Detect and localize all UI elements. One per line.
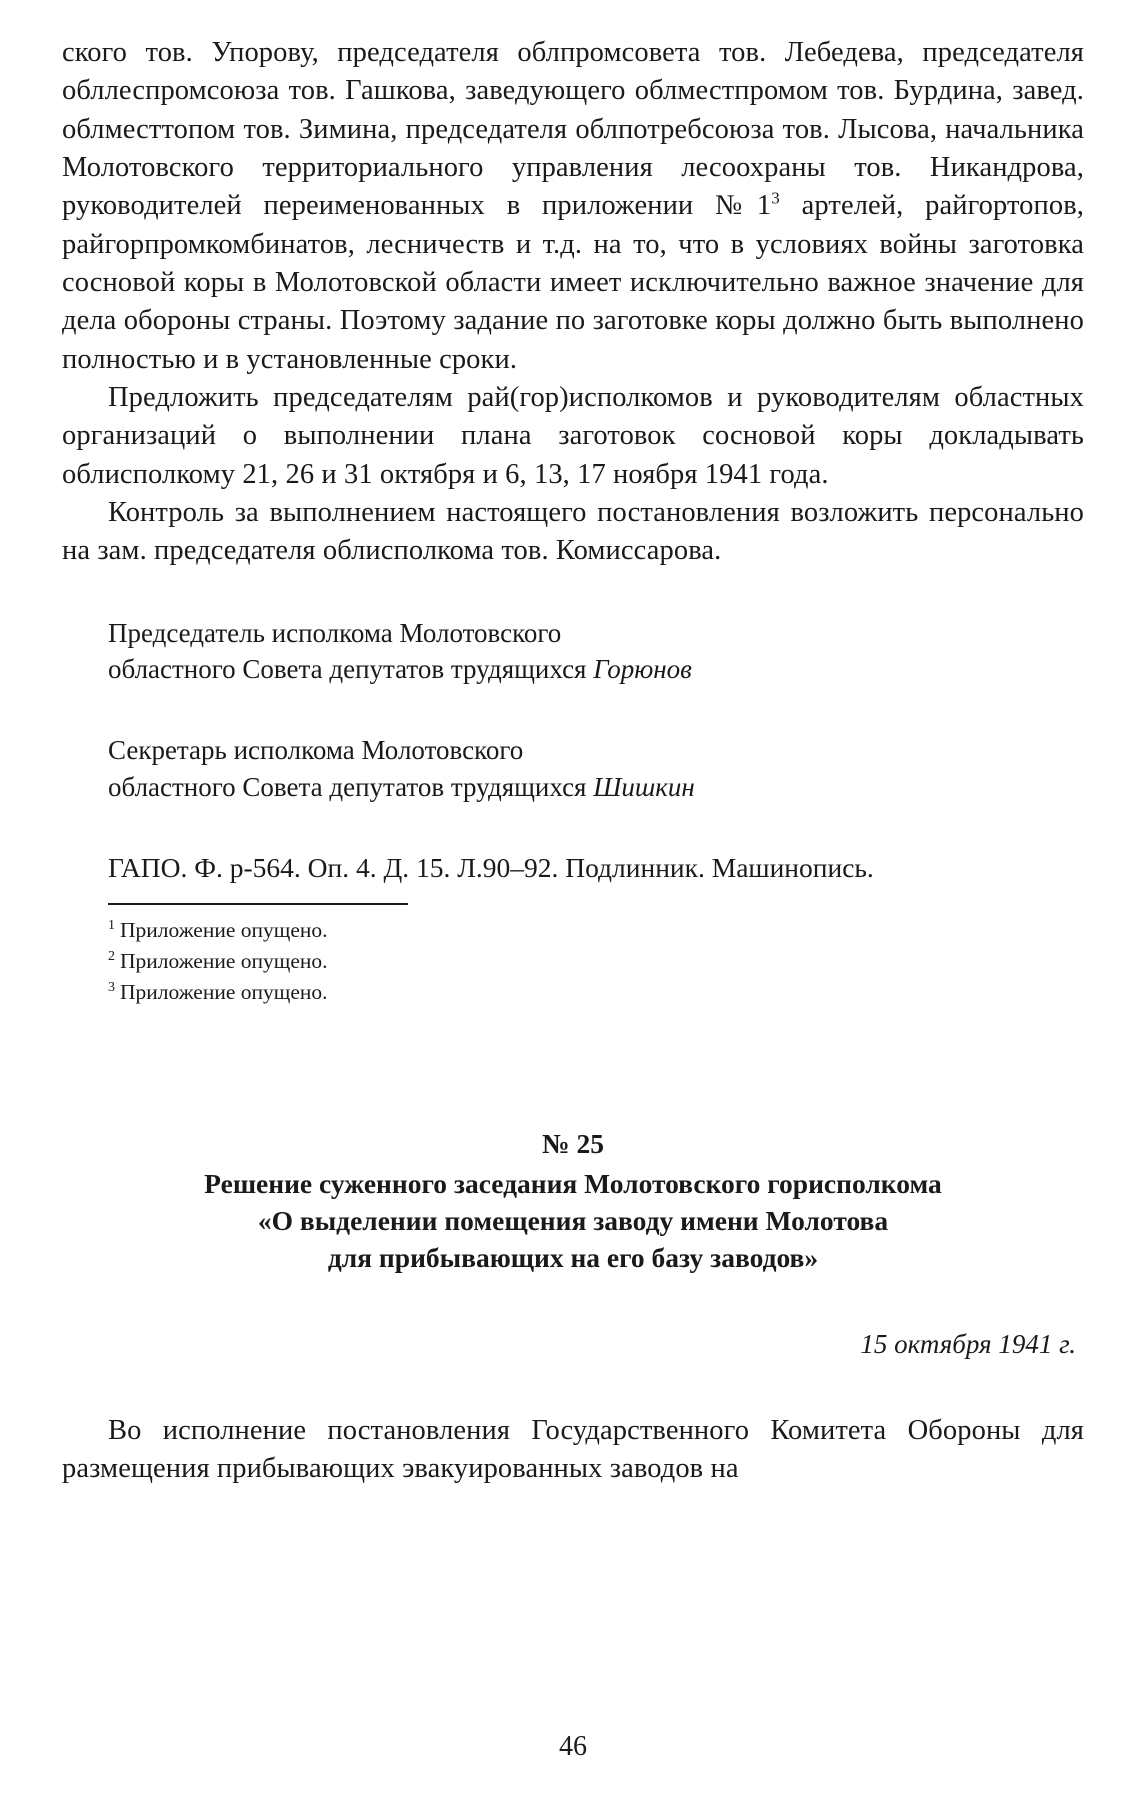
signature-chairman-line1: Председатель исполкома Молотовского (108, 617, 562, 648)
signature-secretary-line1: Секретарь исполкома Молотовского (108, 735, 524, 766)
signature-secretary (108, 732, 1084, 805)
signature-secretary-line2 (108, 769, 1084, 806)
paragraph-continued (62, 34, 1084, 379)
footnotes-list (108, 915, 1084, 1009)
next-document-title (62, 1166, 1084, 1277)
paragraph-continued-text: ского тов. Упорову, председателя облпромсовета тов. Лебедева, председателя обллеспромсоюза тов. Гашкова, заведующего облместпромом тов. Бурдина, завед. облместтопом тов. Зимина, председателя облпотребсоюза тов. Лысова, начальника Молотовского территориального управления лесоохраны тов. Никандрова, руководителей переименованных в приложении №1 (62, 37, 1084, 222)
next-document-title-line3: для прибывающих на его базу заводов» (327, 1242, 819, 1274)
footnote-item (108, 977, 1084, 1008)
paragraph-control: Контроль за выполнением настоящего постановления возложить персонально на зам. председателя облисполкома тов. Комиссарова. (62, 496, 1084, 567)
next-document-paragraph: Во исполнение постановления Государственного Комитета Обороны для размещения прибывающих эвакуированных заводов на (62, 1414, 1084, 1485)
next-document-number: № 25 (541, 1128, 604, 1160)
footnote-marker: 2 (108, 948, 115, 964)
paragraph-reporting-schedule: Предложить председателям рай(гор)исполкомов и руководителям областных организаций о выполнении плана заготовок сосновой коры докладывать облисполкому 21, 26 и 31 октября и 6, 13, 17 ноября 1941 года. (62, 381, 1084, 490)
footnote-text: Приложение опущено. (120, 949, 328, 974)
signature-chairman-role: областного Совета депутатов трудящихся (108, 654, 594, 685)
paragraph-continued-tail: артелей, райгортопов, райгорпромкомбинатов, лесничеств и т.д. на то, что в условиях войны заготовка сосновой коры в Молотовской области имеет исключительно важное значение для дела обороны страны. Поэтому задание по заготовке коры должно быть выполнено полностью и в установленные сроки. (62, 190, 1084, 375)
footnote-marker: 1 (108, 917, 115, 933)
signature-secretary-role: областного Совета депутатов трудящихся (108, 771, 594, 802)
signature-secretary-name: Шишкин (593, 771, 695, 802)
next-document-date: 15 октября 1941 г. (860, 1328, 1076, 1359)
signature-chairman (108, 615, 1084, 688)
footnote-item (108, 915, 1084, 946)
signature-chairman-name: Горюнов (593, 654, 692, 685)
next-document-title-line1: Решение суженного заседания Молотовского горисполкома (204, 1168, 942, 1200)
page-content (62, 34, 1084, 1489)
next-document-title-line2: «О выделении помещения заводу имени Молотова (257, 1205, 889, 1237)
footnote-text: Приложение опущено. (120, 917, 328, 942)
footnote-item (108, 946, 1084, 977)
footnote-reference-3: 3 (771, 188, 780, 208)
footnote-text: Приложение опущено. (120, 980, 328, 1005)
archive-reference: ГАПО. Ф. р-564. Оп. 4. Д. 15. Л.90–92. Подлинник. Машинопись. (108, 852, 874, 884)
footnote-divider (108, 903, 408, 905)
page-number: 46 (559, 1731, 587, 1762)
footnote-marker: 3 (108, 980, 115, 996)
signature-chairman-line2 (108, 651, 1084, 688)
